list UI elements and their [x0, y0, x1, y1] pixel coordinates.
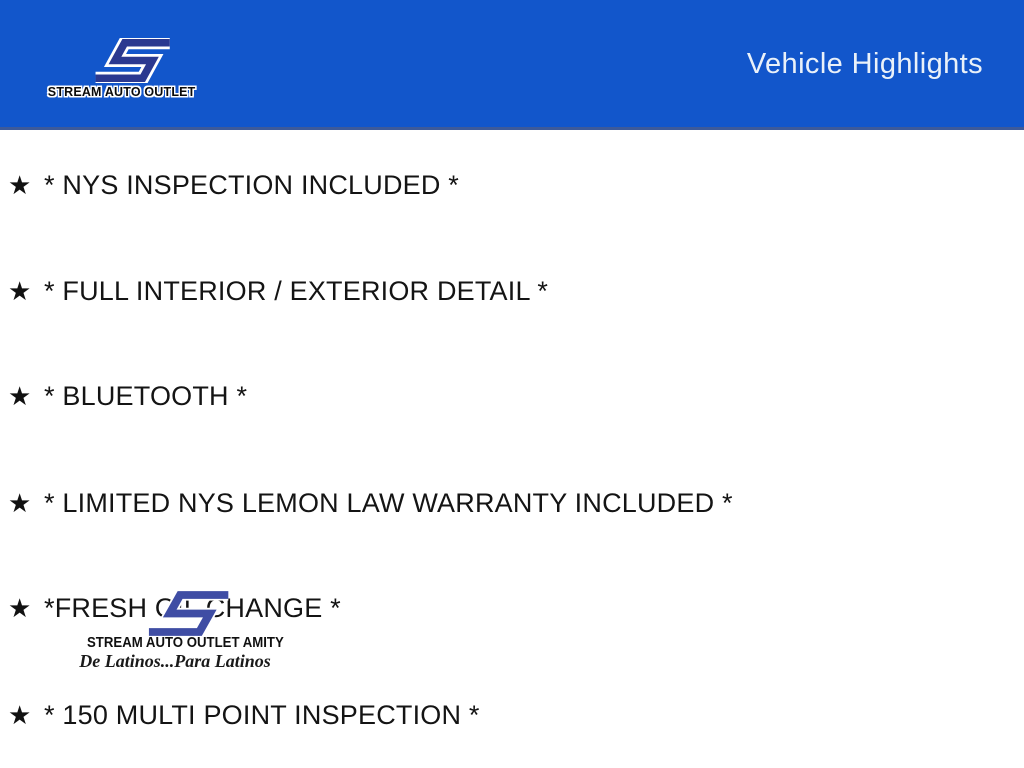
dealer-logo	[45, 38, 196, 102]
dealer-logo-wordmark: STREAM AUTO OUTLET	[47, 84, 196, 99]
highlight-row	[8, 380, 247, 412]
highlight-row	[8, 275, 548, 307]
highlight-row	[8, 487, 733, 519]
star-bullet-icon: ★	[8, 381, 32, 411]
watermark-dealer-name: STREAM AUTO OUTLET AMITY	[87, 634, 284, 651]
highlight-text: * LIMITED NYS LEMON LAW WARRANTY INCLUDED *	[44, 488, 733, 518]
highlight-text: * NYS INSPECTION INCLUDED *	[44, 170, 459, 200]
highlight-text: * BLUETOOTH *	[44, 381, 248, 411]
header-bar	[0, 0, 1024, 130]
star-bullet-icon: ★	[8, 276, 32, 306]
watermark-slogan: De Latinos...Para Latinos	[79, 651, 271, 671]
star-bullet-icon: ★	[8, 170, 32, 200]
highlight-row	[8, 699, 480, 731]
star-bullet-icon: ★	[8, 593, 32, 623]
dealer-logo-s-icon	[90, 38, 176, 83]
highlight-text: * 150 MULTI POINT INSPECTION *	[44, 700, 480, 730]
star-bullet-icon: ★	[8, 700, 32, 730]
watermark-s-icon	[143, 590, 235, 637]
highlight-row	[8, 169, 459, 201]
highlight-text: *FRESH OIL CHANGE *	[44, 593, 341, 623]
page-title: Vehicle Highlights	[746, 48, 983, 80]
highlight-text: * FULL INTERIOR / EXTERIOR DETAIL *	[44, 276, 549, 306]
star-bullet-icon: ★	[8, 488, 32, 518]
